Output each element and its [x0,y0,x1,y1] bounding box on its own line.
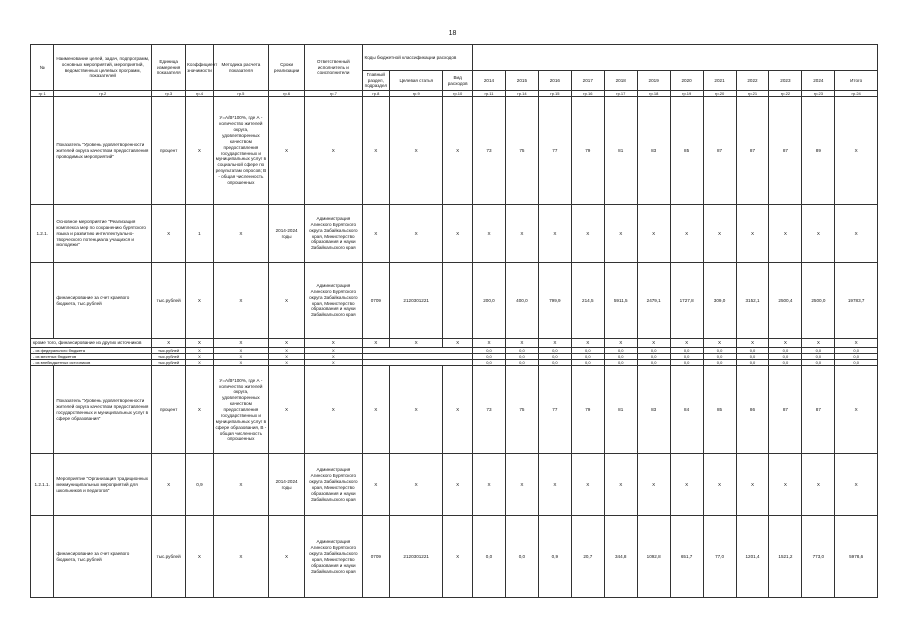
cell-total: 0,0 [835,354,878,360]
cell-resp: Администрация Агинского Бурятского округа Забайкальского края, Министерство образования и науки Забайкальского края [305,454,362,516]
header-year: 2014 [473,71,506,91]
cell-total: 19783,7 [835,263,878,339]
cell-coef: Х [186,97,214,205]
cell-num: 1.2.1.1. [31,454,54,516]
cell-value: Х [769,205,802,263]
cell-target: Х [390,366,443,454]
cell-x: Х [835,339,878,348]
cell-value: 0,0 [571,354,604,360]
table-row [31,366,878,454]
cell-resp: Х [305,97,362,205]
cell-unit: тыс.рублей [152,348,186,354]
header-total: Итого [835,71,878,91]
header-blank [473,45,878,71]
cell-x: Х [186,339,214,348]
cell-value: 309,0 [703,263,736,339]
colnum: гр.23 [802,91,835,97]
header-vid: Вид расходов [443,71,473,91]
cell-coef: 1 [186,205,214,263]
cell-value: 0,0 [670,360,703,366]
cell-resp: Х [305,354,362,360]
cell-method: Х [213,454,268,516]
cell-value: 0,0 [538,348,571,354]
cell-term: Х [269,97,305,205]
cell-value: Х [769,454,802,516]
cell-value: 0,0 [604,360,637,366]
cell-value: 1521,2 [769,516,802,598]
cell-x: Х [604,339,637,348]
cell-method: Х [213,205,268,263]
header-num: № [31,45,54,91]
cell-target: Х [390,454,443,516]
cell-x: Х [269,339,305,348]
table-row [31,263,878,339]
cell-name: Показатель "Уровень удовлетворенности жителей округа качеством предоставления государственных и муниципальных услуг в сфере образования" [54,366,152,454]
header-term: Сроки реализации [269,45,305,91]
colnum: гр.7 [305,91,362,97]
cell-value: 0,0 [802,360,835,366]
header-method: Методика расчета показателя [213,45,268,91]
header-year: 2019 [637,71,670,91]
cell-value: 0,0 [769,354,802,360]
header-target: Целевая статья [390,71,443,91]
cell-value: 87 [736,97,769,205]
cell-value: 1201,4 [736,516,769,598]
colnum: гр.2 [54,91,152,97]
cell-value: 77 [538,97,571,205]
cell-value: 83 [637,366,670,454]
cell-unit: тыс.рублей [152,360,186,366]
header-gl: Главный раздел, подраздел [362,71,390,91]
cell-name: финансирование за счет краевого бюджета, тыс.рублей [54,516,152,598]
cell-value: 0,0 [604,348,637,354]
cell-gl: 0709 [362,516,390,598]
colnum: гр.10 [443,91,473,97]
colnum: гр.11 [473,91,506,97]
cell-value: 0,0 [538,360,571,366]
cell-x: Х [473,339,506,348]
cell-total: Х [835,366,878,454]
cell-vid: Х [443,454,473,516]
cell-x: Х [362,339,390,348]
cell-value: 0,0 [473,348,506,354]
header-year: 2016 [538,71,571,91]
cell-num [31,516,54,598]
table-row [31,339,878,348]
cell-value: Х [473,205,506,263]
cell-x: Х [571,339,604,348]
cell-value: 85 [670,97,703,205]
cell-value: 85 [703,366,736,454]
cell-value: 77,0 [703,516,736,598]
cell-value: 0,0 [637,360,670,366]
cell-value: 89 [802,97,835,205]
cell-method: Х [213,263,268,339]
cell-x: Х [670,339,703,348]
cell-value: Х [505,205,538,263]
header-resp: Ответственный исполнитель и соисполнители [305,45,362,91]
cell-value: 2479,1 [637,263,670,339]
cell-total: 0,0 [835,360,878,366]
cell-value: Х [670,454,703,516]
header-year: 2018 [604,71,637,91]
cell-value: 79 [571,97,604,205]
cell-term: 2014-2024 годы [269,454,305,516]
cell-total: 5978,6 [835,516,878,598]
cell-value: Х [604,205,637,263]
cell-value: Х [736,205,769,263]
cell-value: 0,0 [736,354,769,360]
cell-x: Х [305,339,362,348]
cell-vid: Х [443,516,473,598]
cell-value: Х [604,454,637,516]
cell-target: Х [390,97,443,205]
page-number: 18 [448,30,457,37]
cell-resp: Администрация Агинского Бурятского округа Забайкальского края, Министерство образования и науки Забайкальского края [305,263,362,339]
cell-x: Х [505,339,538,348]
cell-coef: 0,9 [186,454,214,516]
cell-term: Х [269,263,305,339]
cell-vid: Х [443,366,473,454]
cell-x: Х [152,339,186,348]
cell-value: Х [670,205,703,263]
cell-term: Х [269,366,305,454]
cell-name: кроме того, финансирование из других источников [31,339,152,348]
cell-target: 2120301221 [390,263,443,339]
cell-coef: Х [186,360,214,366]
cell-value: 81 [604,97,637,205]
cell-method: Х [213,348,268,354]
header-year: 2024 [802,71,835,91]
cell-unit: тыс.рублей [152,354,186,360]
cell-value: 83 [637,97,670,205]
cell-vid: Х [443,205,473,263]
cell-value: 400,0 [505,263,538,339]
cell-value: Х [538,454,571,516]
cell-value: 2500,4 [769,263,802,339]
cell-value: 2500,0 [802,263,835,339]
cell-value: 0,0 [802,354,835,360]
colnum: гр.8 [362,91,390,97]
cell-value: 344,8 [604,516,637,598]
cell-value: 3152,1 [736,263,769,339]
cell-num [31,97,54,205]
cell-value: Х [473,454,506,516]
cell-value: 75 [505,97,538,205]
cell-value: 0,0 [505,360,538,366]
cell-term: Х [269,516,305,598]
cell-value: 0,0 [703,354,736,360]
cell-value: 86 [736,366,769,454]
cell-unit: процент [152,97,186,205]
header-year: 2017 [571,71,604,91]
cell-gl: Х [362,205,390,263]
cell-unit: тыс.рублей [152,263,186,339]
cell-value: Х [571,205,604,263]
colnum: гр 1 [31,91,54,97]
cell-resp: Администрация Агинского Бурятского округа Забайкальского края, Министерство образования и науки Забайкальского края [305,516,362,598]
cell-coef: Х [186,263,214,339]
header-year: 2020 [670,71,703,91]
header-year: 2023 [769,71,802,91]
colnum: гр.18 [637,91,670,97]
header-year: 2022 [736,71,769,91]
cell-value: Х [505,454,538,516]
cell-name: финансирование за счет краевого бюджета, тыс.рублей [54,263,152,339]
colnum: гр.9 [390,91,443,97]
cell-value: 0,0 [670,348,703,354]
cell-value: 651,7 [670,516,703,598]
cell-x: Х [213,339,268,348]
header-year: 2021 [703,71,736,91]
cell-resp: Х [305,360,362,366]
cell-num: 1.2.1. [31,205,54,263]
cell-value: 200,0 [473,263,506,339]
cell-vid [443,263,473,339]
header-row-main [31,45,878,71]
cell-value: 0,0 [473,516,506,598]
cell-value: 20,7 [571,516,604,598]
cell-coef: Х [186,348,214,354]
colnum: гр.24 [835,91,878,97]
cell-value: 0,0 [670,354,703,360]
cell-value: 87 [802,366,835,454]
header-codes: Коды бюджетной классификации расходов [362,45,473,71]
cell-term: 2014-2024 годы [269,205,305,263]
cell-resp: Х [305,366,362,454]
cell-total: Х [835,205,878,263]
cell-value: 81 [604,366,637,454]
colnum: гр.6 [269,91,305,97]
cell-name: - из федерального бюджета [31,348,152,354]
cell-x: Х [769,339,802,348]
cell-value: 87 [769,97,802,205]
cell-x: Х [538,339,571,348]
cell-x: Х [736,339,769,348]
colnum: гр.15 [538,91,571,97]
colnum: гр.4 [186,91,214,97]
cell-x: Х [637,339,670,348]
cell-method: Х [213,360,268,366]
cell-value: 0,0 [769,360,802,366]
table-row [31,205,878,263]
cell-method: Х [213,516,268,598]
colnum: гр.16 [571,91,604,97]
cell-value: Х [802,205,835,263]
cell-num [31,263,54,339]
cell-term: Х [269,360,305,366]
cell-value: 77 [538,366,571,454]
cell-gl: Х [362,454,390,516]
cell-value: 5911,5 [604,263,637,339]
cell-target: 2120301221 [390,516,443,598]
table-row [31,516,878,598]
cell-value: Х [571,454,604,516]
cell-value: Х [736,454,769,516]
cell-value: 0,0 [637,348,670,354]
cell-value: 0,0 [736,348,769,354]
cell-num [31,366,54,454]
cell-term: Х [269,348,305,354]
cell-value: 0,0 [473,354,506,360]
cell-resp: Администрация Агинского Бурятского округа Забайкальского края, Министерство образования и науки Забайкальского края [305,205,362,263]
cell-coef: Х [186,366,214,454]
cell-name: Мероприятие "Организация традиционных межмуниципальных мероприятий для школьников и педагогов" [54,454,152,516]
cell-value: 0,0 [505,516,538,598]
header-name: Наименование целей, задач, подпрограмм, основных мероприятий, мероприятий, ведомственных целевых программ, показателей [54,45,152,91]
cell-value: 0,0 [571,348,604,354]
cell-value: Х [802,454,835,516]
cell-value: 0,0 [473,360,506,366]
cell-x: Х [703,339,736,348]
cell-value: 799,9 [538,263,571,339]
cell-coef: Х [186,516,214,598]
cell-value: 1727,8 [670,263,703,339]
cell-x: Х [443,339,473,348]
cell-vid: Х [443,97,473,205]
cell-value: Х [637,205,670,263]
cell-value: 73 [473,366,506,454]
cell-method: Х [213,354,268,360]
cell-value: 0,0 [571,360,604,366]
cell-x: Х [802,339,835,348]
cell-gl: Х [362,97,390,205]
cell-value: 0,0 [736,360,769,366]
cell-target: Х [390,205,443,263]
program-table [30,44,878,598]
colnum: гр.20 [703,91,736,97]
cell-value: Х [703,454,736,516]
cell-unit: Х [152,454,186,516]
cell-coef: Х [186,354,214,360]
cell-value: 0,0 [505,348,538,354]
cell-value: 0,0 [505,354,538,360]
cell-value: 0,0 [637,354,670,360]
cell-name: Показатель "Уровень удовлетворенности жителей округа качеством предоставления проводимых мероприятий" [54,97,152,205]
cell-value: 0,0 [703,348,736,354]
cell-value: 0,0 [769,348,802,354]
colnum: гр.19 [670,91,703,97]
cell-unit: тыс.рублей [152,516,186,598]
cell-value: 773,0 [802,516,835,598]
colnum: гр.5 [213,91,268,97]
cell-value: 75 [505,366,538,454]
cell-total: Х [835,454,878,516]
header-coef: Коэффициент значимости [186,45,214,91]
cell-value: 0,0 [538,354,571,360]
colnum: гр.3 [152,91,186,97]
cell-value: 73 [473,97,506,205]
cell-value: Х [703,205,736,263]
cell-value: 87 [703,97,736,205]
cell-value: 0,0 [703,360,736,366]
cell-value: Х [538,205,571,263]
cell-gl: 0709 [362,263,390,339]
cell-method: У=А/В*100%, где А - количество жителей округа, удовлетворенных качеством предоставления государственных и муниципальных услуг в сфере образования, В - общая численность опрошенных [213,366,268,454]
table-row [31,97,878,205]
colnum: гр.22 [769,91,802,97]
cell-value: Х [637,454,670,516]
header-year: 2015 [505,71,538,91]
cell-total: Х [835,97,878,205]
cell-unit: Х [152,205,186,263]
cell-value: 0,0 [604,354,637,360]
colnum: гр.17 [604,91,637,97]
colnum: гр.21 [736,91,769,97]
cell-name: - из внебюджетных источников [31,360,152,366]
cell-total: 0,0 [835,348,878,354]
cell-value: 1092,8 [637,516,670,598]
cell-value: 214,5 [571,263,604,339]
cell-name: - из местных бюджетов [31,354,152,360]
cell-value: 0,0 [802,348,835,354]
cell-unit: процент [152,366,186,454]
colnum: гр.14 [505,91,538,97]
cell-gl: Х [362,366,390,454]
cell-name: Основное мероприятие "Реализация комплекса мер по сохранению бурятского языка и развитию интеллектуально-творческого потенциала учащихся и молодежи" [54,205,152,263]
header-unit: Единица измерения показателя [152,45,186,91]
cell-value: 79 [571,366,604,454]
cell-value: 87 [769,366,802,454]
cell-method: У=А/В*100%, где А - количество жителей округа, удовлетворенных качеством предоставления государственных и муниципальных услуг в социальной сфере по результатам опросов; В - общая численность опрошенных [213,97,268,205]
cell-value: 0,9 [538,516,571,598]
table-row [31,454,878,516]
cell-value: 84 [670,366,703,454]
cell-resp: Х [305,348,362,354]
cell-x: Х [390,339,443,348]
cell-term: Х [269,354,305,360]
